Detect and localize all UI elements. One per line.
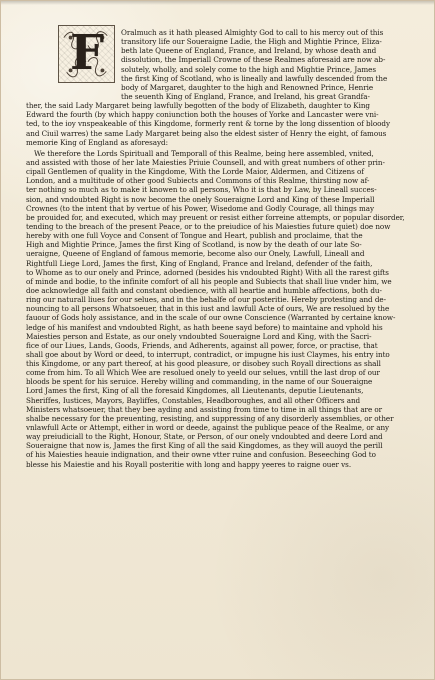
text-line: Crownes (to the intent that by vertue of his Power, Wisedome and Godly Courage, all things may xyxy=(26,203,375,213)
text-line: body of Margaret, daughter to the high and Renowned Prince, Henrie xyxy=(121,82,374,92)
text-line: dissolution, the Imperiall Crowne of these Realmes aforesaid are now ab- xyxy=(121,55,386,65)
text-line: We therefore the Lords Spirituall and Temporall of this Realme, being here assembled, vnited, xyxy=(34,148,374,158)
text-line: and Ciuil warres) the same Lady Margaret being also the eldest sister of Henry the eight, of famous xyxy=(26,128,387,138)
text-line: of his Maiesties heauie indignation, and their owne vtter ruine and confusion. Beseeching God to xyxy=(26,450,376,460)
text-line: Rightfull Liege Lord, James the first, King of England, France and Ireland, defender of the faith, xyxy=(26,258,373,268)
text-line: nouncing to all persons Whatsoeuer, that in this iust and lawfull Acte of ours, We are resolued by the xyxy=(26,304,390,314)
text-line: vnlawfull Acte or Attempt, either in word or deede, against the publique peace of the Realme, or any xyxy=(26,423,390,433)
text-line: way preiudiciall to the Right, Honour, State, or Person, of our onely vndoubted and deere Lord and xyxy=(26,432,383,442)
text-line: Maiesties person and Estate, as our onely vndoubted Soueraigne Lord and King, with the Sacri- xyxy=(26,331,372,341)
text-line: fauour of Gods holy assistance, and in the scale of our owne Conscience (Warranted by certaine know- xyxy=(26,313,396,323)
text-line: ther, the said Lady Margaret being lawfully begotten of the body of Elizabeth, daughter to King xyxy=(26,101,370,111)
text-line: Oralmuch as it hath pleased Almighty God to call to his mercy out of this xyxy=(121,28,384,37)
initial-letter: F xyxy=(70,25,105,81)
text-line: the seuenth King of England, France, and Ireland, his great Grandfa- xyxy=(121,91,370,101)
text-line: transitory life our Soueraigne Ladie, the High and Mightie Prince, Eliza- xyxy=(121,37,382,47)
text-line: ledge of his manifest and vndoubted Right, as hath beene sayd before) to maintaine and vphold his xyxy=(26,322,383,332)
text-line: tending to the breach of the present Peace, or to the preiudice of his Maiesties future quiet) doe now xyxy=(26,221,391,231)
text-line: doe acknowledge all faith and constant obedience, with all heartie and humble affections, both du- xyxy=(26,285,382,295)
text-line: of minde and bodie, to the infinite comfort of all his people and Subiects that shall liue vnder him, we xyxy=(26,276,392,286)
text-line: ring our naturall liues for our selues, and in the behalfe of our posteritie. Hereby protesting and de- xyxy=(26,295,386,305)
text-line: shalbe necessary for the preuenting, resisting, and suppressing of any disorderly assemblies, or other xyxy=(26,413,394,423)
text-line: shall goe about by Word or deed, to interrupt, contradict, or impugne his iust Claymes, his entry into xyxy=(26,349,390,359)
text-line: blesse his Maiestie and his Royall posteritie with long and happy yeeres to raigne ouer vs. xyxy=(26,459,352,469)
text-line: memorie King of England as aforesayd: xyxy=(26,137,168,147)
text-line: Ministers whatsoeuer, that they bee ayding and assisting from time to time in all things that are or xyxy=(26,404,383,414)
text-line: ueraigne, Queene of England of famous memorie, become also our Onely, Lawfull, Lineall and xyxy=(26,249,365,259)
text-line: hereby with one full Voyce and Consent of Tongue and Heart, publish and proclaime, that the xyxy=(26,231,363,241)
text-line: cipall Gentlemen of quality in the Kingdome, With the Lorde Maior, Aldermen, and Citizens of xyxy=(26,167,364,177)
text-line: Soueraigne that now is, James the first King of all the said Kingdomes, as they will auoyd the perill xyxy=(26,441,383,451)
text-line: this Kingdome, or any part thereof, at his good pleasure, or disobey such Royall directions as shall xyxy=(26,359,381,369)
text-line: to Whome as to our onely and Prince, adorned (besides his vndoubted Right) With all the rarest gifts xyxy=(26,267,389,277)
text-line: High and Mightie Prince, James the first King of Scotland, is now by the death of our late So- xyxy=(26,240,362,250)
text-line: fice of our Liues, Lands, Goods, Friends, and Adherents, against all power, force, or practise, that xyxy=(26,340,378,350)
text-line: Edward the fourth (by which happy coniunction both the houses of Yorke and Lancaster were vni- xyxy=(26,110,379,120)
text-line: solutely, wholly, and solely come to the high and Mightie Prince, James xyxy=(121,64,376,74)
text-line: be prouided for, and executed, which may preuent or resist either forreine attempts, or popular disorder, xyxy=(26,212,405,222)
top-shadow xyxy=(1,1,434,5)
text-line: ted, to the ioy vnspeakeable of this Kingdome, formerly rent & torne by the long dissention of bloody xyxy=(26,119,390,129)
text-line: come from him. To all Which Wee are resolued onely to yeeld our selues, vntill the last drop of our xyxy=(26,368,380,378)
proclamation-text xyxy=(26,25,416,469)
text-line: the first King of Scotland, who is lineally and lawfully descended from the xyxy=(121,73,388,83)
text-line: Lord James the first, King of all the foresaid Kingdomes, all Lieutenants, deputie Lieutenants, xyxy=(26,386,364,396)
text-line: and assisted with those of her late Maiesties Priuie Counsell, and with great numbers of other prin- xyxy=(26,157,385,167)
text-line: beth late Queene of England, France, and Ireland, by whose death and xyxy=(121,46,377,56)
text-line: Sheriffes, Iustices, Mayors, Bayliffes, Constables, Headboroughes, and all other Officers and xyxy=(26,395,361,405)
text-line: ter nothing so much as to make it knowen to all persons, Who it is that by Law, by Lineall succes- xyxy=(26,185,377,195)
text-line: London, and a multitude of other good Subiects and Commons of this Realme, thirsting now af- xyxy=(26,176,370,186)
text-line: sion, and vndoubted Right is now become the onely Soueraigne Lord and King of these Imperiall xyxy=(26,194,375,204)
text-line: bloods be spent for his seruice. Hereby willing and commanding, in the name of our Soueraigne xyxy=(26,377,373,387)
